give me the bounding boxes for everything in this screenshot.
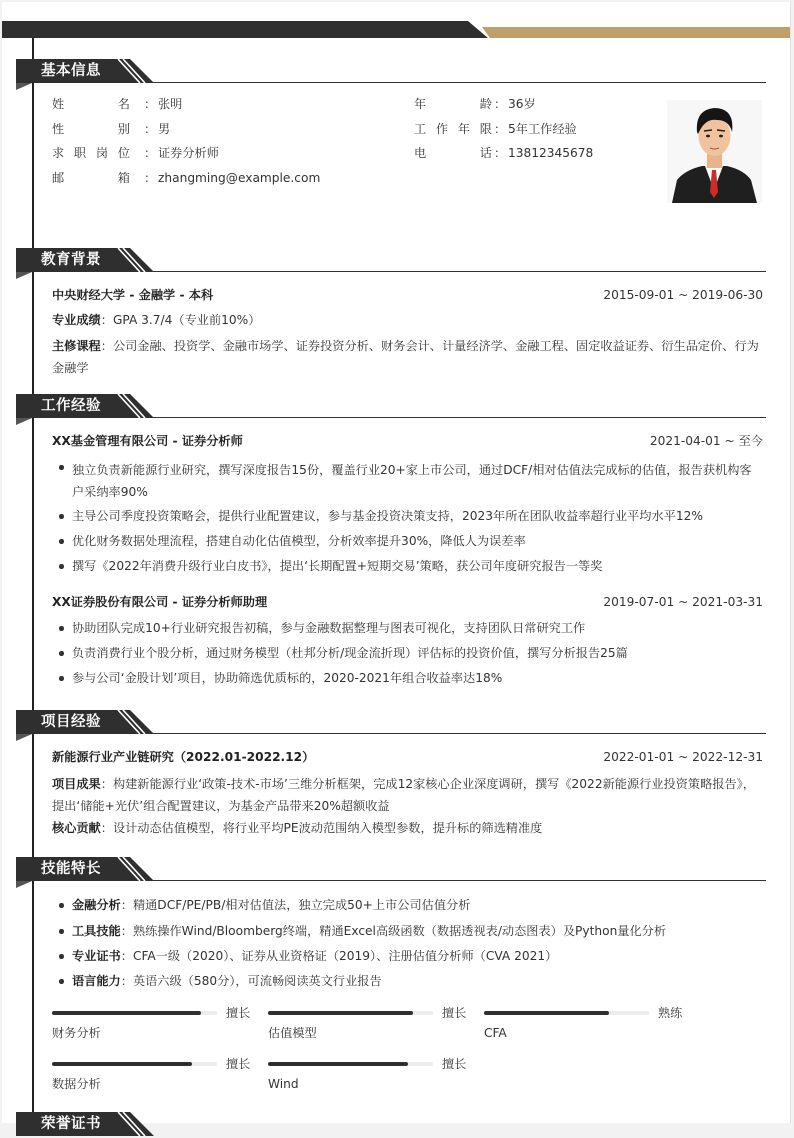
job-bullet: 主导公司季度投资策略会，提供行业配置建议，参与基金投资决策支持，2023年所在团队收益率超行业平均水平12% (72, 509, 703, 523)
info-phone: 电话 ： 13812345678 (414, 146, 594, 160)
info-email: 邮箱 ： zhangming@example.com (52, 171, 321, 185)
bullet-icon (59, 539, 64, 544)
stripes-icon (112, 394, 154, 418)
info-gender: 性别 ： 男 (52, 122, 171, 136)
section-header-honors (16, 1112, 766, 1138)
info-position: 求职岗位 ： 证券分析师 (52, 146, 219, 160)
age-value: 36岁 (508, 97, 536, 111)
project-result: 项目成果：构建新能源行业‘政策-技术-市场’三维分析框架，完成12家核心企业深度调研，撰写《2022新能源行业投资策略报告》，提出‘储能+光伏’组合配置建议，为基金产品带来20%超额收益 (52, 777, 755, 813)
top-banner-gold (482, 27, 790, 38)
job-heading: XX基金管理有限公司 - 证券分析师 (52, 434, 243, 448)
info-age: 年龄 ： 36岁 (414, 97, 536, 111)
bullet-icon (59, 979, 64, 984)
skill-level: 擅长 (442, 1006, 467, 1020)
section-title: 技能特长 (41, 861, 101, 877)
education-gpa: 专业成绩：GPA 3.7/4（专业前10%） (52, 313, 261, 327)
section-title: 教育背景 (41, 252, 101, 268)
job-dates: 2019-07-01 ~ 2021-03-31 (603, 595, 763, 609)
skill-item: 金融分析：精通DCF/PE/PB/相对估值法，独立完成50+上市公司估值分析 (72, 898, 471, 912)
skill-bar (268, 1062, 433, 1066)
section-header-education (16, 248, 766, 274)
stripes-icon (112, 710, 154, 734)
bullet-icon (59, 676, 64, 681)
skill-bar (52, 1011, 217, 1015)
bullet-icon (59, 465, 64, 470)
skill-bar-fill (268, 1011, 413, 1015)
name-value: 张明 (158, 97, 183, 111)
skill-bar-fill (268, 1062, 408, 1066)
skill-bar-fill (52, 1062, 192, 1066)
section-header-work (16, 394, 766, 420)
section-title: 基本信息 (41, 63, 101, 79)
avatar-icon (667, 100, 762, 203)
bullet-icon (59, 903, 64, 908)
skill-name: 数据分析 (52, 1077, 101, 1091)
skill-bar (484, 1011, 649, 1015)
phone-value: 13812345678 (508, 146, 594, 160)
skill-bar-fill (52, 1011, 201, 1015)
section-header-skills (16, 857, 766, 883)
skill-bar (268, 1011, 433, 1015)
skill-name: CFA (484, 1026, 507, 1040)
stripes-icon (112, 59, 154, 83)
education-courses: 主修课程：公司金融、投资学、金融市场学、证券投资分析、财务会计、计量经济学、金融工程、固定收益证券、衍生品定价、行为金融学 (52, 339, 759, 375)
position-value: 证券分析师 (158, 146, 219, 160)
section-title: 项目经验 (41, 714, 101, 730)
email-value: zhangming@example.com (158, 171, 321, 185)
info-name: 姓名 ： 张明 (52, 97, 183, 111)
section-title: 工作经验 (41, 398, 101, 414)
job-bullet: 独立负责新能源行业研究，撰写深度报告15份，覆盖行业20+家上市公司，通过DCF/相对估值法完成标的估值，报告获机构客户采纳率90% (72, 463, 752, 499)
stripes-icon (112, 1112, 154, 1136)
job-bullet: 参与公司‘金股计划’项目，协助筛选优质标的，2020-2021年组合收益率达18% (72, 671, 503, 685)
education-dates: 2015-09-01 ~ 2019-06-30 (603, 288, 763, 302)
gender-value: 男 (158, 122, 171, 136)
job-dates: 2021-04-01 ~ 至今 (649, 434, 763, 448)
job-bullet: 撰写《2022年消费升级行业白皮书》，提出‘长期配置+短期交易’策略，获公司年度研究报告一等奖 (72, 559, 603, 573)
skill-level: 熟练 (658, 1006, 683, 1020)
bullet-icon (59, 564, 64, 569)
skill-item: 语言能力：英语六级（580分），可流畅阅读英文行业报告 (72, 974, 382, 988)
bullet-icon (59, 514, 64, 519)
section-header-basic-info (16, 59, 766, 85)
section-fold (16, 83, 32, 90)
skill-level: 擅长 (226, 1057, 251, 1071)
skill-bar-fill (484, 1011, 609, 1015)
job-bullet: 负责消费行业个股分析，通过财务模型（杜邦分析/现金流折现）评估标的投资价值，撰写分析报告25篇 (72, 646, 628, 660)
skill-bar (52, 1062, 217, 1066)
skill-level: 擅长 (442, 1057, 467, 1071)
skill-item: 专业证书：CFA一级（2020）、证券从业资格证（2019）、注册估值分析师（CVA 2021） (72, 949, 558, 963)
section-rule (152, 82, 766, 83)
stripes-icon (112, 248, 154, 272)
project-dates: 2022-01-01 ~ 2022-12-31 (603, 750, 763, 764)
skill-name: 财务分析 (52, 1026, 101, 1040)
job-heading: XX证券股份有限公司 - 证券分析师助理 (52, 595, 268, 609)
education-heading: 中央财经大学 - 金融学 - 本科 (52, 288, 214, 302)
bullet-icon (59, 651, 64, 656)
bullet-icon (59, 626, 64, 631)
project-contribution: 核心贡献：设计动态估值模型，将行业平均PE波动范围纳入模型参数，提升标的筛选精准度 (52, 821, 543, 835)
section-title: 荣誉证书 (41, 1116, 101, 1132)
top-banner-dark (2, 21, 488, 38)
job-bullet: 协助团队完成10+行业研究报告初稿，参与金融数据整理与图表可视化，支持团队日常研究工作 (72, 621, 586, 635)
bullet-icon (59, 929, 64, 934)
skill-name: 估值模型 (268, 1026, 317, 1040)
years-value: 5年工作经验 (508, 122, 577, 136)
project-heading: 新能源行业产业链研究（2022.01-2022.12） (52, 750, 315, 764)
skill-level: 擅长 (226, 1006, 251, 1020)
resume-page (2, 2, 791, 1132)
job-bullet: 优化财务数据处理流程，搭建自动化估值模型，分析效率提升30%，降低人为误差率 (72, 534, 526, 548)
stripes-icon (112, 857, 154, 881)
skill-name: Wind (268, 1077, 299, 1091)
bullet-icon (59, 954, 64, 959)
section-header-project (16, 710, 766, 736)
avatar-photo (667, 100, 762, 203)
skill-item: 工具技能：熟练操作Wind/Bloomberg终端，精通Excel高级函数（数据透视表/动态图表）及Python量化分析 (72, 924, 667, 938)
info-years: 工作年限 ： 5年工作经验 (414, 122, 577, 136)
left-timeline-rule (32, 38, 34, 1112)
